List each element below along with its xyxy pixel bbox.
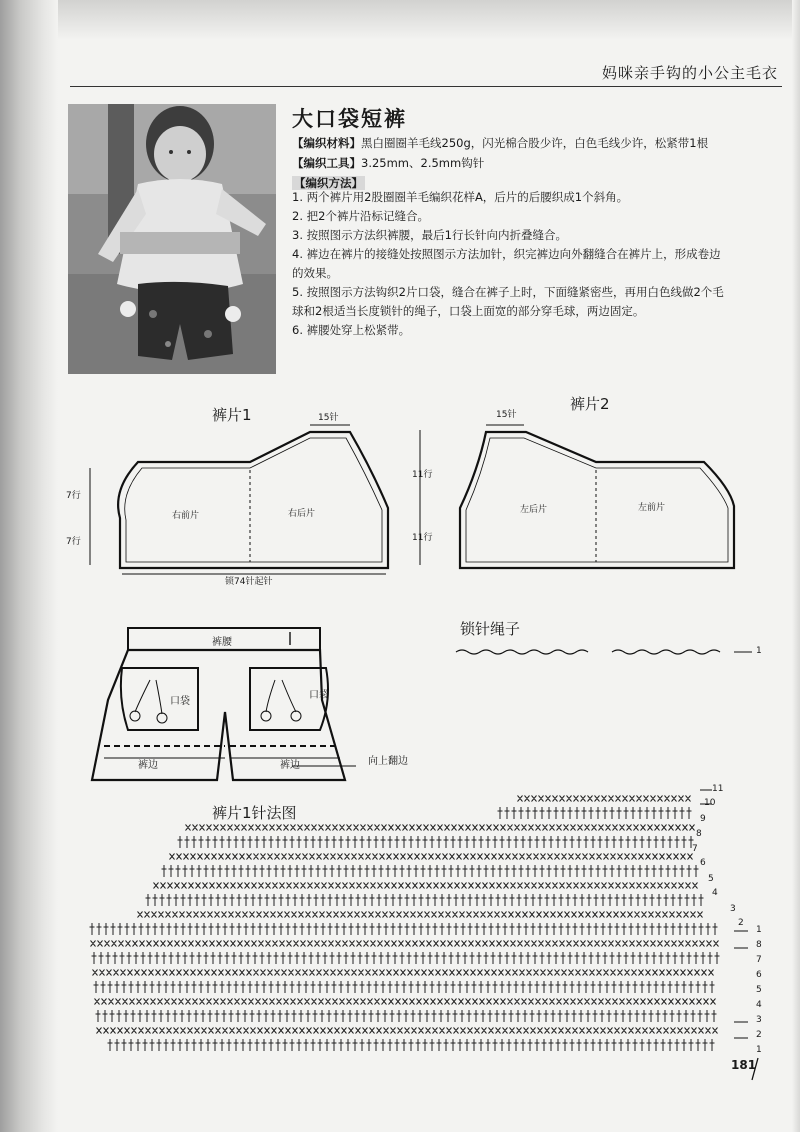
tools-text: 3.25mm、2.5mm钩针 [361,156,485,170]
chart-row-label: 2 [756,1030,762,1040]
stitch-row [154,883,698,889]
stitch-row [186,825,695,831]
chart-row-label: 5 [708,874,714,884]
piece1-title: 裤片1 [212,406,252,424]
tools-label: 【编织工具】 [292,156,361,170]
piece2-inner [466,438,728,562]
hem-right-label: 裤边 [280,760,300,771]
chart-row-label: 1 [756,1045,762,1055]
piece1-top-stitch: 15针 [318,413,339,423]
piece2-top-stitch: 15针 [496,410,517,420]
stitch-row [170,854,693,860]
chain-title: 锁针绳子 [460,620,521,638]
chart-row-label: 6 [756,970,762,980]
step-line: 球和2根适当长度锁针的绳子，口袋上面宽的部分穿毛球，两边固定。 [292,304,645,318]
piece2-front-label: 左前片 [638,503,666,513]
step-line: 3. 按照图示方法织裤腰，最后1行长针向内折叠缝合。 [292,228,567,242]
stitch-row [95,999,716,1005]
step-line: 6. 裤腰处穿上松紧带。 [292,323,411,337]
chart-row-label: 9 [700,814,706,824]
chart-row-label: 7 [692,844,698,854]
chart-row-label: 3 [730,904,736,914]
chart-row-label: 8 [696,829,702,839]
stitch-row [92,952,720,964]
chart-row-label: 8 [756,940,762,950]
piece2-back-label: 左后片 [520,505,548,515]
chart-row-label: 3 [756,1015,762,1025]
step-line: 5. 按照图示方法钩织2片口袋，缝合在裤子上时，下面缝紧密些，再用白色线做2个毛 [292,285,724,299]
stitch-row [90,923,718,935]
chart-row-label: 5 [756,985,762,995]
piece1-rows-bottom: 7行 [66,537,81,547]
stitch-row [93,970,714,976]
materials-label: 【编织材料】 [292,136,361,150]
chain-cord [456,650,720,654]
piece2-title: 裤片2 [570,395,610,413]
hem-left-label: 裤边 [138,760,158,771]
waistband-label: 裤腰 [212,637,232,648]
stitch-row [498,807,692,819]
piece1-bottom-label: 锁74针起针 [225,577,273,587]
method-label: 【编织方法】 [294,176,363,190]
materials-text: 黑白圈圈羊毛线250g，闪光棉合股少许，白色毛线少许，松紧带1根 [361,136,709,150]
piece2-outline [460,432,734,568]
pocket-right-label: 口袋 [309,690,329,701]
chart-row-label: 11 [712,784,724,794]
stitch-row [94,981,715,993]
chain-row-label: 1 [756,646,762,656]
page-number: 181 [731,1058,757,1072]
stitch-row [162,865,699,877]
pocket-left-label: 口袋 [170,696,190,707]
chart-row-label: 6 [700,858,706,868]
piece1-back-label: 右后片 [288,509,316,519]
chart-title: 裤片1针法图 [212,804,297,822]
piece1-front-label: 右前片 [172,511,200,521]
piece2-rows-top: 11行 [412,470,433,480]
stitch-row [91,941,719,947]
stitch-row [146,894,704,906]
stitch-row [518,796,691,802]
chart-row-label: 10 [704,798,716,808]
fold-label: 向上翻边 [368,756,408,767]
chart-row-label: 1 [756,925,762,935]
book-header-title: 妈咪亲手钩的小公主毛衣 [601,64,778,82]
stitch-row [96,1010,717,1022]
stitch-row [138,912,703,918]
step-line: 的效果。 [292,266,338,280]
stitch-chart [90,796,720,1052]
step-line: 4. 裤边在裤片的接缝处按照图示方法加针，织完裤边向外翻缝合在裤片上，形成卷边 [292,247,721,261]
piece1-inner [125,438,382,562]
chart-row-label: 7 [756,955,762,965]
piece2-rows-bottom: 11行 [412,533,433,543]
piece1-outline [118,432,388,568]
article-title: 大口袋短裤 [292,107,407,131]
step-line: 2. 把2个裤片沿标记缝合。 [292,209,429,223]
step-line: 1. 两个裤片用2股圈圈羊毛编织花样A，后片的后腰织成1个斜角。 [292,190,629,204]
stitch-row [108,1039,715,1051]
chart-row-label: 2 [738,918,744,928]
chart-row-label: 4 [712,888,718,898]
piece1-rows-top: 7行 [66,491,81,501]
stitch-row [178,836,694,848]
chart-row-label: 4 [756,1000,762,1010]
stitch-row [97,1028,718,1034]
